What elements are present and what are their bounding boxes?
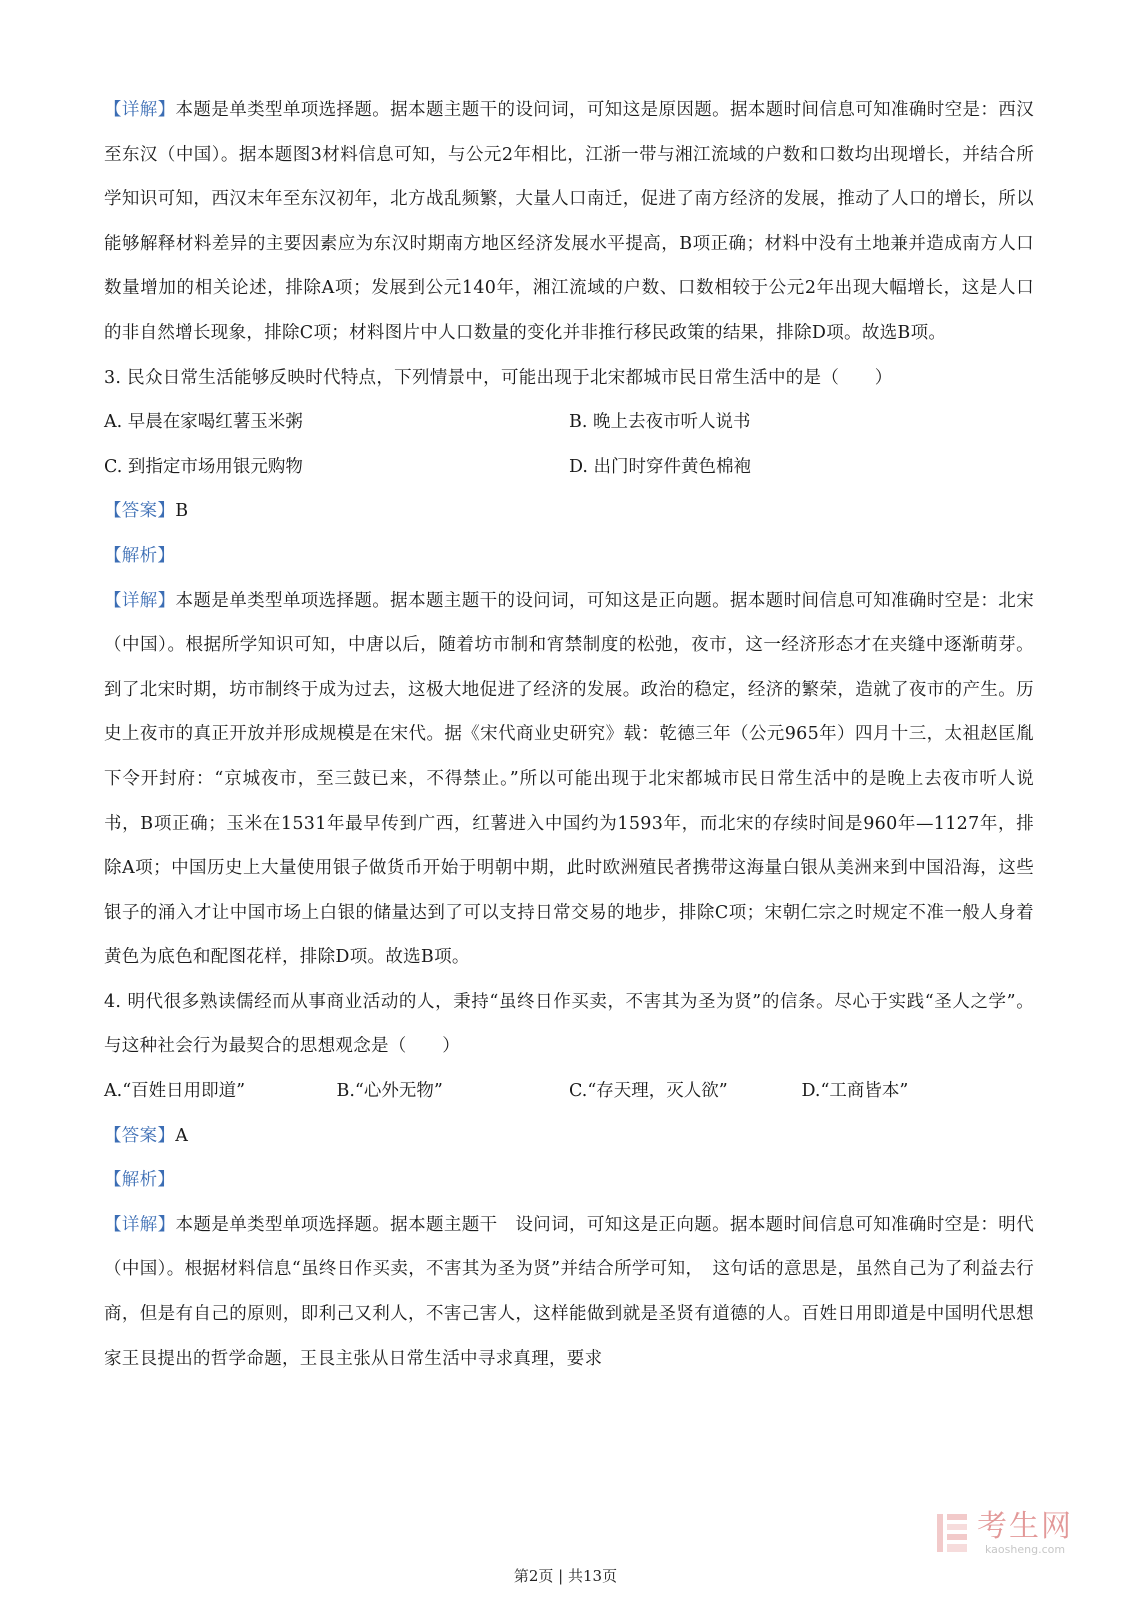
detail-text: 本题是单类型单项选择题。据本题主题干的设问词，可知这是原因题。据本题时间信息可知准确时空是：西汉至东汉（中国）。据本题图3材料信息可知，与公元2年相比，江浙一带与湘江流域的户数和口数均出现增长，并结合所学知识可知，西汉末年至东汉初年，北方战乱频繁，大量人口南迁，促进了南方经济的发展，推动了人口的增长，所以能够解释材料差异的主要因素应为东汉时期南方地区经济发展水平提高，B项正确；材料中没有土地兼并造成南方人口数量增加的相关论述，排除A项；发展到公元140年，湘江流域的户数、口数相较于公元2年出现大幅增长，这是人口的非自然增长现象，排除C项；材料图片中人口数量的变化并非推行移民政策的结果，排除D项。故选B项。: [104, 100, 1034, 343]
document-body: [104, 88, 1034, 1381]
logo-icon: [935, 1512, 969, 1554]
answer-tag: 【答案】: [104, 501, 176, 522]
options-q4: [104, 1069, 1034, 1114]
option-b: B. 晚上去夜市听人说书: [569, 412, 751, 433]
detail-tag: 【详解】: [104, 100, 176, 120]
options-q3-row1: [104, 400, 1034, 445]
option-a: A. 早晨在家喝红薯玉米粥: [104, 412, 303, 433]
option-a: A.“百姓日用即道”: [104, 1081, 246, 1102]
answer-tag: 【答案】: [104, 1125, 176, 1146]
analysis-tag: 【解析】: [104, 545, 176, 566]
page-footer: 第2页 | 共13页: [513, 1567, 618, 1585]
detail-text: 本题是单类型单项选择题。据本题主题干的设问词，可知这是正向题。据本题时间信息可知准确时空是：北宋（中国）。根据所学知识可知，中唐以后，随着坊市制和宵禁制度的松弛，夜市，这一经济形态才在夹缝中逐渐萌芽。到了北宋时期，坊市制终于成为过去，这极大地促进了经济的发展。政治的稳定，经济的繁荣，造就了夜市的产生。历史上夜市的真正开放并形成规模是在宋代。据《宋代商业史研究》载：乾德三年（公元965年）四月十三，太祖赵匡胤下令开封府：“京城夜市，至三鼓已来，不得禁止。”所以可能出现于北宋都城市民日常生活中的是晚上去夜市听人说书，B项正确；玉米在1531年最早传到广西，红薯进入中国约为1593年，而北宋的存续时间是960年—1127年，排除A项；中国历史上大量使用银子做货币开始于明朝中期，此时欧洲殖民者携带这海量白银从美洲来到中国沿海，这些银子的涌入才让中国市场上白银的储量达到了可以支持日常交易的地步，排除C项；宋朝仁宗之时规定不准一般人身着黄色为底色和配图花样，排除D项。故选B项。: [104, 590, 1034, 968]
question-stem-4: 4. 明代很多熟读儒经而从事商业活动的人，秉持“虽终日作买卖，不害其为圣为贤”的信条。尽心于实践“圣人之学”。与这种社会行为最契合的思想观念是（ ）: [104, 991, 1034, 1057]
answer-value: B: [175, 501, 189, 522]
question-stem-3: 3. 民众日常生活能够反映时代特点，下列情景中，可能出现于北宋都城市民日常生活中的是（ ）: [104, 367, 893, 388]
detail-tag: 【详解】: [104, 590, 176, 611]
logo-name: 考生网: [977, 1509, 1073, 1544]
detail-text: 本题是单类型单项选择题。据本题主题干 设问词，可知这是正向题。据本题时间信息可知准确时空是：明代（中国）。根据材料信息“虽终日作买卖，不害其为圣为贤”并结合所学可知， 这句话的意思是，虽然自己为了利益去行商，但是有自己的原则，即利己又利人，不害己害人，这样能做到就是圣贤有道德的人。百姓日用即道是中国明代思想家王艮提出的哲学命题，王艮主张从日常生活中寻求真理，要求: [104, 1214, 1034, 1369]
paragraph-detail-q2: [104, 88, 1034, 356]
option-c: C.“存天理，灭人欲”: [569, 1081, 728, 1102]
answer-q4: [104, 1114, 1034, 1159]
option-d: D. 出门时穿件黄色棉袍: [569, 456, 752, 477]
option-b: B.“心外无物”: [336, 1081, 443, 1102]
detail-tag: 【详解】: [104, 1214, 176, 1235]
option-c: C. 到指定市场用银元购物: [104, 456, 303, 477]
answer-value: A: [175, 1125, 189, 1146]
watermark-logo: [935, 1508, 1105, 1558]
option-d: D.“工商皆本”: [801, 1081, 909, 1102]
analysis-heading-q4: [104, 1158, 1034, 1203]
paragraph-detail-q4: [104, 1203, 1034, 1381]
options-q3-row2: [104, 445, 1034, 490]
analysis-tag: 【解析】: [104, 1170, 176, 1191]
paragraph-detail-q3: [104, 579, 1034, 980]
logo-domain: kaosheng.com: [985, 1543, 1066, 1556]
analysis-heading-q3: [104, 534, 1034, 579]
answer-q3: [104, 489, 1034, 534]
